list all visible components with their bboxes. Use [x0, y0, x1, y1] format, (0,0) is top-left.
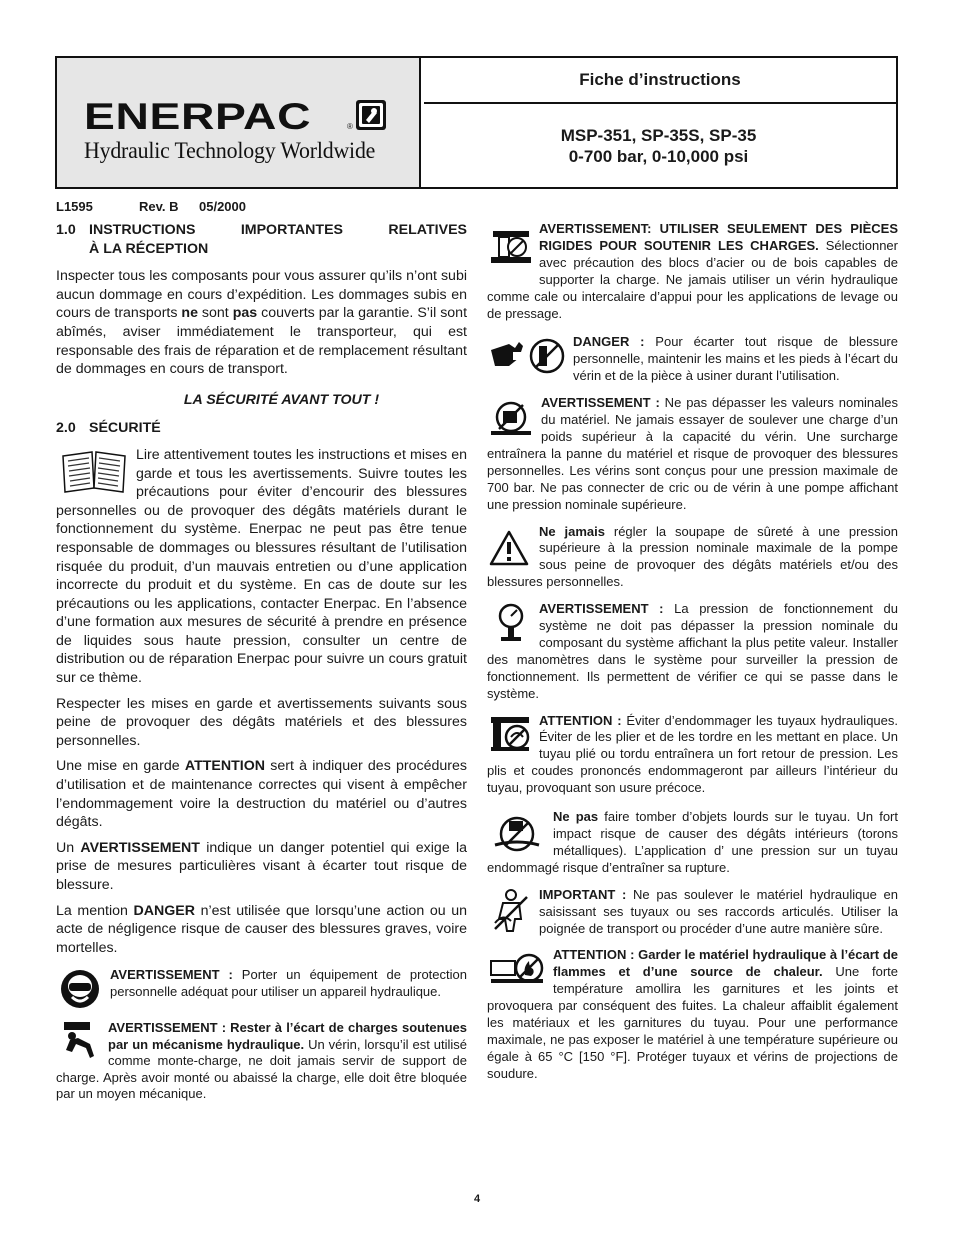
warning-protective-equipment: AVERTISSEMENT : Porter un équipement de protection personnelle adéquat pour utiliser un appareil hydraulique.	[56, 967, 467, 1000]
section-title: SÉCURITÉ	[89, 420, 161, 437]
doc-code: L1595	[56, 199, 93, 214]
document-header	[55, 56, 898, 189]
protective-equipment-icon	[60, 969, 100, 1014]
attention-definition: Une mise en garde ATTENTION sert à indiquer des procédures d’utilisation et de maintenance correctes qui visent à empêcher l’endommagement voire la destruction du matériel ou d’autres dégâts.	[56, 758, 467, 831]
pressure-gauge-icon	[497, 603, 525, 648]
falling-load-icon	[62, 1020, 98, 1065]
no-drop-icon	[489, 815, 545, 858]
logo-tagline: Hydraulic Technology Worldwide	[84, 138, 376, 163]
warning-rigid-parts: AVERTISSEMENT: UTILISER SEULEMENT DES PIÈCES RIGIDES POUR SOUTENIR LES CHARGES. Sélectionner avec précaution des blocs d’acier ou de bois capables de supporter la charge. Ne jamais utiliser un vérin hydraulique comme cale ou intercalaire d’appui pour les applications de levage ou de pressage.	[487, 221, 898, 321]
safety-intro-paragraph: Lire attentivement toutes les instructions et mises en garde et tous les avertissements. Suivre toutes les précautions pour éviter d’encourir des blessures personnelles ou de provoquer des dégâts matériels durant le fonctionnement du système. Enerpac ne peut pas être tenue responsable de dommages ou blessures résultant de l’utilisation risquée du produit, d’un mauvais entretien ou d’une application incorrecte du produit et du système. En cas de doute sur les précautions ou les applications, contacter Enerpac. En l’absence d’une formation aux mesures de sécurité à prendre en présence de liquides sous haute pression, consulter un centre de distribution ou de réparation Enerpac pour suivre un cours gratuit sur ce thème.	[56, 446, 467, 687]
page-number: 4	[473, 1193, 481, 1205]
document-info	[56, 199, 246, 214]
caution-heat: ATTENTION : Garder le matériel hydraulique à l’écart de flammes et d’une source de chaleur. Une forte température amollira les garnitures et les joints et provoquera par conséquent des fuites. La chaleur affaiblit également les matériaux et les garnitures du tuyau. Pour une performance maximale, ne pas exposer le matériel à une température supérieure ou égale à 65 °C [150 °F]. Protéger tuyaux et vérins de projections de soudure.	[487, 947, 898, 1081]
danger-hands-feet: DANGER : Pour écarter tout risque de blessure personnelle, maintenir les mains et les pieds à l’écart du vérin et de la pièce à usiner durant l’utilisation.	[487, 334, 898, 385]
registered-mark: ®	[347, 122, 353, 131]
logo-panel	[57, 58, 421, 187]
model-info	[421, 104, 896, 187]
caution-hoses: ATTENTION : Éviter d’endommager les tuyaux hydrauliques. Éviter de les plier et de les tordre en les mettant en place. Un tuyau plié ou tordu entraînera un fort retour de pression. Les plis et coudes prononcés endommageront par ailleurs l’intérieur du tuyau, provoquant son usure précoce.	[487, 712, 898, 796]
heat-source-icon	[489, 949, 545, 992]
doc-date: 05/2000	[199, 199, 246, 214]
warning-triangle-icon	[489, 530, 529, 571]
section-number: 2.0	[56, 420, 76, 437]
danger-definition: La mention DANGER n’est utilisée que lorsqu’une action ou un acte de négligence risque de causer des blessures graves, voire mortelles.	[56, 902, 468, 956]
section-heading-safety	[56, 419, 467, 438]
warnings-intro-paragraph: Respecter les mises en garde et avertissements suivants sous peine de provoquer des dégâts matériels et des blessures personnelles.	[56, 695, 467, 749]
warning-relief-valve: Ne jamais régler la soupape de sûreté à une pression supérieure à la pression nominale maximale de la pompe sous peine de provoquer des dégâts matériels et/ou des blessures personnelles.	[487, 523, 898, 590]
title-panel	[421, 58, 896, 187]
section-heading-reception	[56, 221, 467, 240]
doc-revision: Rev. B	[139, 199, 179, 214]
warning-heavy-objects: Ne pas faire tomber d’objets lourds sur le tuyau. Un fort impact risque de causer des dégâts intérieurs (torons métalliques). L’application d’ une pression sur un tuyau endommagé risque d’entraîner sa rupture.	[487, 809, 898, 875]
safety-first-heading: LA SÉCURITÉ AVANT TOUT !	[183, 391, 380, 408]
model-list: MSP-351, SP-35S, SP-35	[560, 125, 757, 145]
document-title: Fiche d’instructions	[424, 58, 896, 104]
section-number: 1.0	[56, 222, 76, 238]
rigid-support-icon	[489, 227, 533, 272]
hand-crush-icon	[489, 336, 565, 381]
section-heading-line2	[56, 240, 467, 259]
enerpac-logo-word: ENERPAC	[84, 96, 312, 137]
warning-supported-loads: AVERTISSEMENT : Rester à l’écart de charges soutenues par un mécanisme hydraulique. Un vérin, lorsqu’il est utilisé comme monte-charge, ne doit jamais servir de support de charge. Après avoir monté ou abaissé la charge, elle doit être bloquée par un moyen mécanique.	[56, 1019, 467, 1102]
pressure-range: 0-700 bar, 0-10,000 psi	[568, 146, 749, 166]
avertissement-definition: Un AVERTISSEMENT indique un danger potentiel qui exige la prise de mesures particulières visant à écarter tout risque de blessure.	[56, 839, 468, 893]
overload-icon	[489, 399, 533, 442]
reception-paragraph: Inspecter tous les composants pour vous assurer qu’ils n’ont subi aucun dommage en cours d’expédition. Les dommages subis en cours de transports ne sont pas couverts par la garantie. S’il sont abîmés, aviser immédiatement le transporteur, qui est responsable des frais de réparation et de remplacement résultant de dommages en cours de transport.	[56, 268, 468, 378]
no-lift-by-hose-icon	[489, 889, 533, 938]
right-column	[487, 221, 898, 1091]
warning-rated-capacity: AVERTISSEMENT : Ne pas dépasser les valeurs nominales du matériel. Ne jamais essayer de soulever une charge d’un poids supérieur à la capacité du vérin. Une surcharge entraînera la panne du matériel et risque de provoquer des blessures personnelles. Les vérins sont conçus pour une pression maximale de 700 bar. Ne pas connecter de cric ou de vérin à une pompe affichant une pression nominale supérieure.	[487, 395, 898, 512]
left-column	[56, 221, 467, 1110]
open-book-icon	[60, 448, 128, 500]
warning-operating-pressure: AVERTISSEMENT : La pression de fonctionnement du système ne doit pas dépasser la pression nominale du composant du système affichant la plus petite valeur. Installer des manomètres dans le système pour surveiller la pression de fonctionnement. Ils permettent de vérifier ce qui se passe dans le système.	[487, 601, 898, 701]
enerpac-emblem-icon	[356, 100, 386, 130]
important-lifting: IMPORTANT : Ne pas soulever le matériel hydraulique en saisissant ses tuyaux ou ses raccords articulés. Utiliser la poignée de transport ou procéder d’une autre manière sûre.	[487, 887, 898, 938]
section-title: INSTRUCTIONS IMPORTANTES RELATIVES	[89, 222, 467, 238]
section-title-line2: À LA RÉCEPTION	[89, 240, 209, 257]
hose-damage-icon	[489, 715, 531, 758]
